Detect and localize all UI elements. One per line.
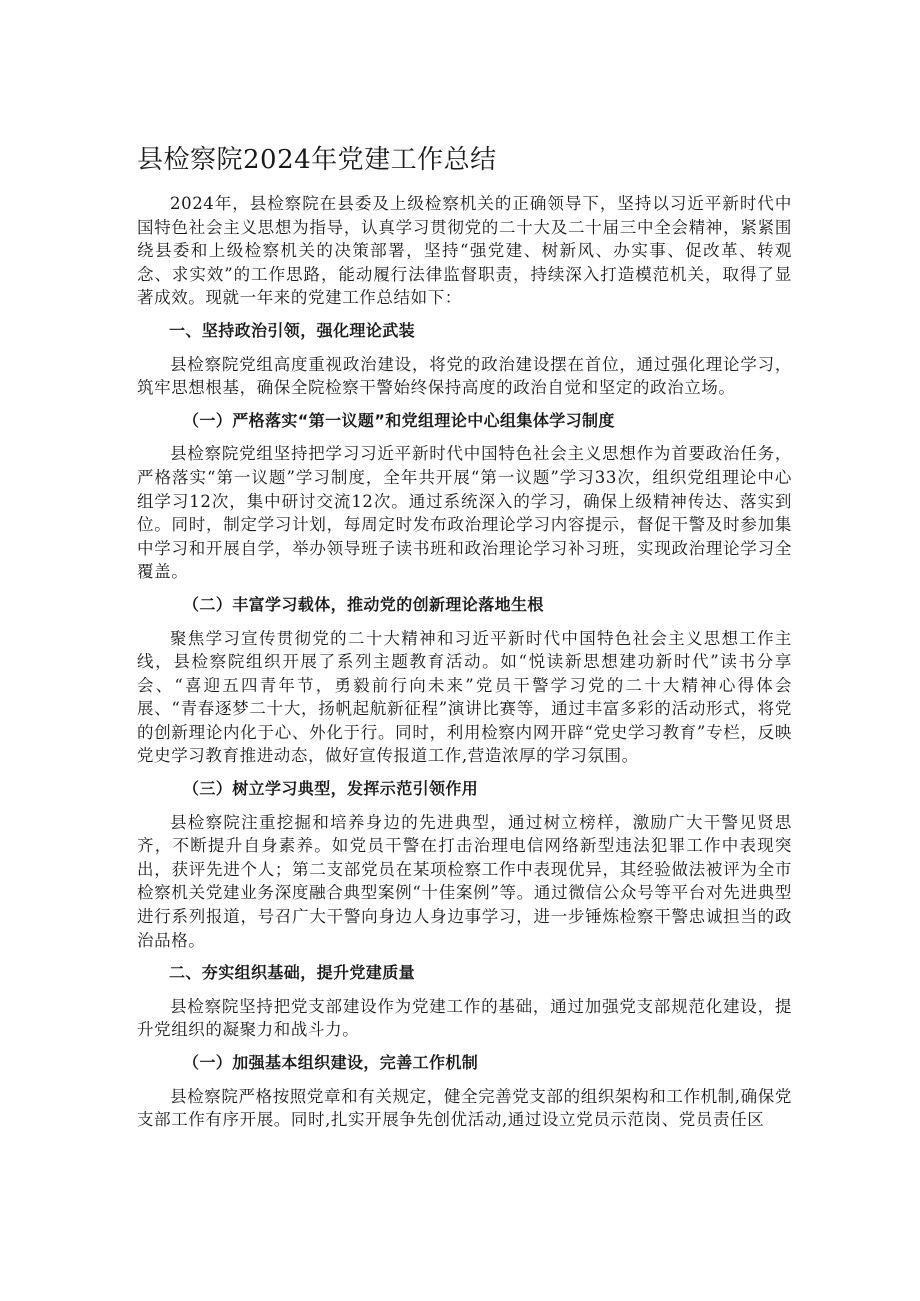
document-body <box>137 192 792 1141</box>
intro-paragraph: 2024年，县检察院在县委及上级检察机关的正确领导下，坚持以习近平新时代中国特色社会主义思想为指导，认真学习贯彻党的二十大及二十届三中全会精神，紧紧围绕县委和上级检察机关的决策部署，坚持“强党建、树新风、办实事、促改革、转观念、求实效”的工作思路，能动履行法律监督职责，持续深入打造模范机关，取得了显著成效。现就一年来的党建工作总结如下： <box>137 194 792 308</box>
section-2-heading: 二、夯实组织基础，提升党建质量 <box>169 963 416 983</box>
section-1-3-heading: （三）树立学习典型，发挥示范引领作用 <box>183 779 479 799</box>
section-2-paragraph: 县检察院坚持把党支部建设作为党建工作的基础，通过加强党支部规范化建设，提升党组织的凝聚力和战斗力。 <box>137 996 792 1040</box>
section-1-3-paragraph: 县检察院注重挖掘和培养身边的先进典型，通过树立榜样，激励广大干警见贤思齐，不断提升自身素养。如党员干警在打击治理电信网络新型违法犯罪工作中表现突出，获评先进个人；第二支部党员在某项检察工作中表现优异，其经验做法被评为全市检察机关党建业务深度融合典型案例“十佳案例”等。通过微信公众号等平台对先进典型进行系列报道，号召广大干警向身边人身边事学习，进一步锤炼检察干警忠诚担当的政治品格。 <box>137 812 792 950</box>
section-1-heading: 一、坚持政治引领，强化理论武装 <box>169 320 416 340</box>
section-2-1-paragraph: 县检察院严格按照党章和有关规定，健全完善党支部的组织架构和工作机制,确保党支部工作有序开展。同时,扎实开展争先创优活动,通过设立党员示范岗、党员责任区 <box>137 1086 792 1130</box>
section-1-1-heading: （一）严格落实“第一议题”和党组理论中心组集体学习制度 <box>183 410 615 430</box>
document-title: 县检察院2024年党建工作总结 <box>137 145 497 175</box>
section-1-2-paragraph: 聚焦学习宣传贯彻党的二十大精神和习近平新时代中国特色社会主义思想工作主线，县检察院组织开展了系列主题教育活动。如“悦读新思想建功新时代”读书分享会、“喜迎五四青年节，勇毅前行向未来”党员干警学习党的二十大精神心得体会展、“青春逐梦二十大，扬帆起航新征程”演讲比赛等，通过丰富多彩的活动形式，将党的创新理论内化于心、外化于行。同时，利用检察内网开辟“党史学习教育”专栏，反映党史学习教育推进动态，做好宣传报道工作,营造浓厚的学习氛围。 <box>137 628 792 766</box>
section-1-paragraph: 县检察院党组高度重视政治建设，将党的政治建设摆在首位，通过强化理论学习，筑牢思想根基，确保全院检察干警始终保持高度的政治自觉和坚定的政治立场。 <box>137 354 792 398</box>
section-1-2-heading: （二）丰富学习载体，推动党的创新理论落地生根 <box>183 594 544 614</box>
section-2-1-heading: （一）加强基本组织建设，完善工作机制 <box>183 1053 479 1072</box>
section-1-1-paragraph: 县检察院党组坚持把学习习近平新时代中国特色社会主义思想作为首要政治任务，严格落实“第一议题”学习制度，全年共开展“第一议题”学习33次，组织党组理论中心组学习12次，集中研讨交流12次。通过系统深入的学习，确保上级精神传达、落实到位。同时，制定学习计划，每周定时发布政治理论学习内容提示，督促干警及时参加集中学习和开展自学，举办领导班子读书班和政治理论学习补习班，实现政治理论学习全覆盖。 <box>137 444 792 582</box>
